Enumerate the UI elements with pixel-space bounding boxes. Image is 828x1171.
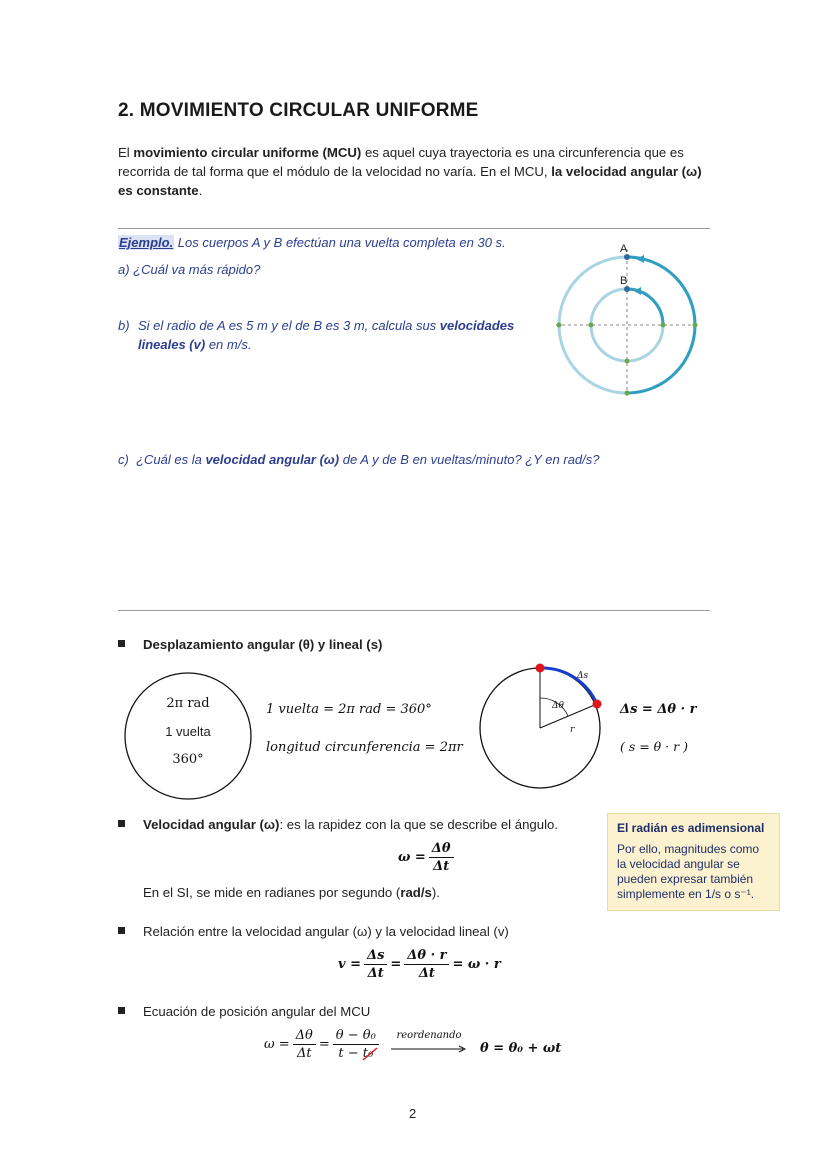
page-number: 2 [409,1106,417,1121]
bullet-relation-title: Relación entre la velocidad angular (ω) y la velocidad lineal (v) [143,924,509,939]
circle-labels [122,690,254,774]
example-text: Los cuerpos A y B efectúan una vuelta completa en 30 s. [174,235,506,250]
formula-position-f2-num: θ − θ₀ [333,1028,379,1045]
formula-relation-f1-num: Δs [364,948,387,965]
intro-bold-mcu: movimiento circular uniforme (MCU) [133,145,362,160]
formula-position-eq: = [318,1037,330,1052]
arrow-label: reordenando [396,1030,462,1041]
intro-text-2: es aquel cuya trayectoria es una circunferencia que es recorrida de tal forma que el módulo de la velocidad no varía. En el MCU, [118,145,684,179]
question-b-bold-1: velocidades [439,318,515,333]
formula-relation-f1-den: Δt [367,966,384,981]
question-b-label: b) [118,318,130,333]
intro-text-1: El [118,145,134,160]
strike-icon [361,1046,379,1062]
arc-start-point [536,664,545,673]
formula-relation-f2-num: Δθ · r [404,948,449,965]
intro-text-3: . [198,183,203,198]
formula-relation-eq: = [390,957,402,972]
bullet-square-icon [118,640,125,647]
formula-position-f2-den-t0: t₀ [362,1046,374,1061]
question-b-text-2: en m/s. [205,337,252,352]
bullet-angular-velocity-title: Velocidad angular (ω) [143,817,280,832]
right-arrow-icon [389,1044,469,1054]
bullet-position-equation [118,1004,370,1019]
question-b-bold-2: lineales (v) [138,337,206,352]
formula-position-f1-num: Δθ [293,1028,316,1045]
marker-bottom-outer [625,391,630,396]
formula-position-lhs: ω = [264,1037,290,1052]
bullet-angular-velocity [118,817,558,832]
example-tag: Ejemplo. [119,235,174,250]
eq-circumference: longitud circunferencia = 2πr [266,740,463,755]
formula-relation-rhs: = ω · r [452,957,501,972]
marker-right-inner [661,323,666,328]
cancelled-t0 [363,1046,373,1061]
label-r: r [570,725,575,735]
question-b [118,316,538,354]
intro-bold-omega: la velocidad angular (ω) es constante [118,164,702,198]
question-a: a) ¿Cuál va más rápido? [118,262,261,277]
question-c-text-2: de A y de B en vueltas/minuto? ¿Y en rad/s? [339,452,600,467]
si-text-1: En el SI, se mide en radianes por segundo ( [143,885,401,900]
formula-omega-den: Δt [433,859,450,874]
arc-ds [540,668,597,704]
marker-left-outer [557,323,562,328]
bullet-displacement-title: Desplazamiento angular (θ) y lineal (s) [143,637,383,652]
arc-diagram [472,660,607,795]
bullet-position-title: Ecuación de posición angular del MCU [143,1004,371,1019]
question-c-label: c) [118,452,129,467]
divider-bottom [118,610,710,611]
bullet-square-icon [118,927,125,934]
note-body: Por ello, magnitudes como la velocidad angular se pueden expresar también simplemente en 1/s o s⁻¹. [617,842,760,901]
formula-relation-f2-den: Δt [418,966,435,981]
arc-end-point [593,700,602,709]
formula-position-f1-den: Δt [296,1046,312,1061]
concentric-circles-diagram [548,235,708,405]
label-dtheta: Δθ [552,701,564,711]
formula-relation-lhs: v = [338,957,361,972]
formula-position [264,1028,382,1061]
si-bold: rad/s [400,885,432,900]
bullet-angular-velocity-text: : es la rapidez con la que se describe el ángulo. [279,817,559,832]
formula-omega-num: Δθ [429,841,454,858]
divider-top [118,228,710,229]
intro-paragraph [118,143,718,200]
label-ds: Δs [577,671,589,681]
formula-omega [398,841,457,874]
marker-bottom-inner [625,359,630,364]
bullet-displacement [118,637,382,652]
marker-left-inner [589,323,594,328]
label-2pi-rad: 2π rad [166,696,210,711]
note-title: El radián es adimensional [617,821,765,835]
note-radian-box [607,813,780,911]
bullet-relation [118,924,509,939]
example-statement [118,235,506,250]
bullet-square-icon [118,1007,125,1014]
formula-omega-lhs: ω = [398,850,426,865]
arrow-b-icon [634,287,641,295]
formula-position-result: θ = θ₀ + ωt [480,1041,562,1056]
si-text-2: ). [431,885,440,900]
eq-s: ( s = θ · r ) [620,739,688,754]
question-c-text-1: ¿Cuál es la [136,452,206,467]
label-b: B [620,275,628,287]
question-c-bold: velocidad angular (ω) [205,452,340,467]
eq-ds: Δs = Δθ · r [620,702,697,717]
bullet-square-icon [118,820,125,827]
marker-right-outer [693,323,698,328]
radius-angled [540,704,597,728]
eq-vuelta-rad: 1 vuelta = 2π rad = 360° [266,702,432,717]
question-b-text-1: Si el radio de A es 5 m y el de B es 3 m, calcula sus [138,318,440,333]
question-c [118,452,600,467]
reordering-arrow [389,1030,469,1059]
label-a: A [620,243,628,255]
label-360: 360° [172,752,204,767]
circle-b-arc [627,289,663,325]
si-units-text [143,885,440,900]
formula-position-f2-den-t: t − [338,1046,363,1061]
label-1-vuelta: 1 vuelta [165,724,211,739]
page-title: 2. MOVIMIENTO CIRCULAR UNIFORME [118,100,479,121]
formula-relation [338,948,501,981]
